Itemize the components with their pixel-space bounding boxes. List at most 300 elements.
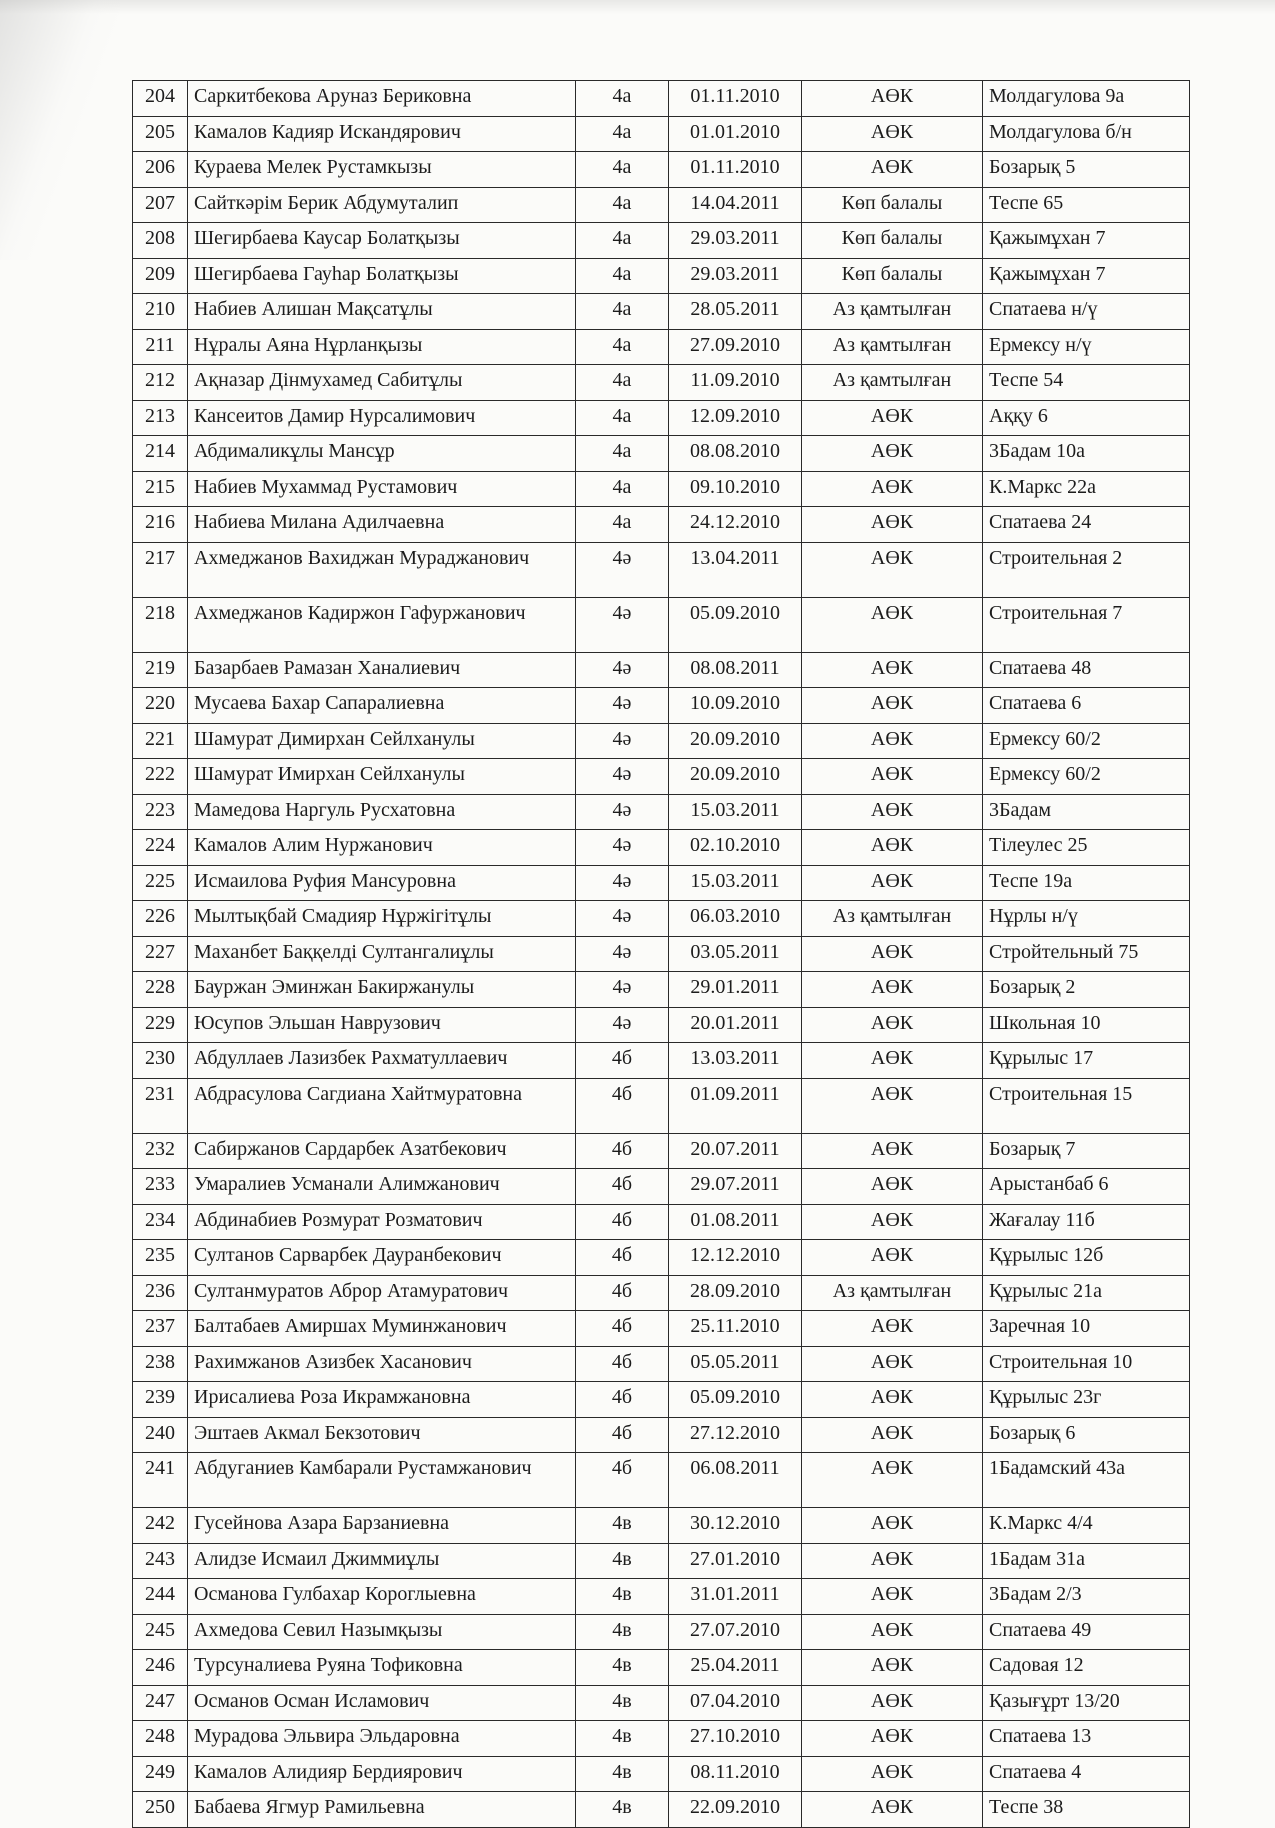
row-number: 205 xyxy=(133,116,188,152)
class-grade: 4ә xyxy=(576,794,669,830)
social-category: АӨК xyxy=(802,1756,983,1792)
social-category: АӨК xyxy=(802,152,983,188)
birth-date: 29.03.2011 xyxy=(669,223,802,259)
table-row xyxy=(133,116,1190,152)
student-name: Юсупов Эльшан Наврузович xyxy=(188,1007,576,1043)
table-row xyxy=(133,723,1190,759)
student-name: Османова Гулбахар Короглыевна xyxy=(188,1579,576,1615)
birth-date: 08.08.2011 xyxy=(669,652,802,688)
student-name: Рахимжанов Азизбек Хасанович xyxy=(188,1346,576,1382)
student-name: Кансеитов Дамир Нурсалимович xyxy=(188,400,576,436)
social-category: Аз қамтылған xyxy=(802,294,983,330)
row-number: 217 xyxy=(133,542,188,597)
table-row xyxy=(133,542,1190,597)
student-name: Ахмедова Севил Назымқызы xyxy=(188,1614,576,1650)
social-category: АӨК xyxy=(802,1133,983,1169)
table-row xyxy=(133,865,1190,901)
class-grade: 4б xyxy=(576,1346,669,1382)
class-grade: 4а xyxy=(576,329,669,365)
class-grade: 4в xyxy=(576,1792,669,1828)
class-grade: 4б xyxy=(576,1133,669,1169)
student-roster-table xyxy=(132,80,1190,1828)
row-number: 222 xyxy=(133,759,188,795)
home-address: 1Бадамский 43а xyxy=(983,1453,1190,1508)
class-grade: 4ә xyxy=(576,936,669,972)
row-number: 225 xyxy=(133,865,188,901)
table-row xyxy=(133,365,1190,401)
social-category: АӨК xyxy=(802,81,983,117)
row-number: 213 xyxy=(133,400,188,436)
class-grade: 4а xyxy=(576,187,669,223)
social-category: АӨК xyxy=(802,759,983,795)
row-number: 248 xyxy=(133,1721,188,1757)
row-number: 211 xyxy=(133,329,188,365)
home-address: Бозарық 7 xyxy=(983,1133,1190,1169)
birth-date: 29.01.2011 xyxy=(669,972,802,1008)
row-number: 227 xyxy=(133,936,188,972)
student-name: Бауржан Эминжан Бакиржанулы xyxy=(188,972,576,1008)
social-category: Аз қамтылған xyxy=(802,901,983,937)
home-address: Арыстанбаб 6 xyxy=(983,1169,1190,1205)
table-row xyxy=(133,1543,1190,1579)
student-name: Шамурат Димирхан Сейлханулы xyxy=(188,723,576,759)
social-category: АӨК xyxy=(802,1792,983,1828)
home-address: Спатаева 13 xyxy=(983,1721,1190,1757)
birth-date: 11.09.2010 xyxy=(669,365,802,401)
birth-date: 06.08.2011 xyxy=(669,1453,802,1508)
home-address: Строительная 2 xyxy=(983,542,1190,597)
table-row xyxy=(133,258,1190,294)
student-name: Алидзе Исмаил Джиммиұлы xyxy=(188,1543,576,1579)
class-grade: 4в xyxy=(576,1721,669,1757)
birth-date: 25.04.2011 xyxy=(669,1650,802,1686)
class-grade: 4а xyxy=(576,507,669,543)
table-row xyxy=(133,972,1190,1008)
student-name: Османов Осман Исламович xyxy=(188,1685,576,1721)
home-address: Бозарық 2 xyxy=(983,972,1190,1008)
class-grade: 4б xyxy=(576,1382,669,1418)
student-name: Ақназар Дінмухамед Сабитұлы xyxy=(188,365,576,401)
social-category: АӨК xyxy=(802,471,983,507)
birth-date: 27.12.2010 xyxy=(669,1417,802,1453)
class-grade: 4а xyxy=(576,258,669,294)
roster-body xyxy=(133,81,1190,1828)
birth-date: 25.11.2010 xyxy=(669,1311,802,1347)
birth-date: 15.03.2011 xyxy=(669,794,802,830)
student-name: Абдималикұлы Мансұр xyxy=(188,436,576,472)
student-name: Кураева Мелек Рустамкызы xyxy=(188,152,576,188)
birth-date: 29.03.2011 xyxy=(669,258,802,294)
home-address: Бозарық 5 xyxy=(983,152,1190,188)
table-row xyxy=(133,1508,1190,1544)
table-row xyxy=(133,597,1190,652)
social-category: АӨК xyxy=(802,1204,983,1240)
class-grade: 4ә xyxy=(576,865,669,901)
class-grade: 4ә xyxy=(576,972,669,1008)
row-number: 218 xyxy=(133,597,188,652)
class-grade: 4б xyxy=(576,1275,669,1311)
home-address: Спатаева 4 xyxy=(983,1756,1190,1792)
birth-date: 01.08.2011 xyxy=(669,1204,802,1240)
table-row xyxy=(133,436,1190,472)
table-row xyxy=(133,1685,1190,1721)
birth-date: 27.07.2010 xyxy=(669,1614,802,1650)
table-row xyxy=(133,1007,1190,1043)
class-grade: 4ә xyxy=(576,901,669,937)
table-row xyxy=(133,223,1190,259)
home-address: Молдагулова 9а xyxy=(983,81,1190,117)
birth-date: 14.04.2011 xyxy=(669,187,802,223)
social-category: АӨК xyxy=(802,1650,983,1686)
table-row xyxy=(133,1169,1190,1205)
class-grade: 4в xyxy=(576,1614,669,1650)
social-category: АӨК xyxy=(802,1007,983,1043)
row-number: 230 xyxy=(133,1043,188,1079)
student-name: Эштаев Акмал Бекзотович xyxy=(188,1417,576,1453)
social-category: АӨК xyxy=(802,542,983,597)
class-grade: 4ә xyxy=(576,542,669,597)
row-number: 229 xyxy=(133,1007,188,1043)
class-grade: 4ә xyxy=(576,723,669,759)
birth-date: 15.03.2011 xyxy=(669,865,802,901)
table-row xyxy=(133,1133,1190,1169)
row-number: 250 xyxy=(133,1792,188,1828)
table-row xyxy=(133,1792,1190,1828)
social-category: АӨК xyxy=(802,723,983,759)
student-name: Абдинабиев Розмурат Розматович xyxy=(188,1204,576,1240)
birth-date: 08.08.2010 xyxy=(669,436,802,472)
table-row xyxy=(133,1579,1190,1615)
table-row xyxy=(133,1204,1190,1240)
birth-date: 06.03.2010 xyxy=(669,901,802,937)
home-address: Спатаева 24 xyxy=(983,507,1190,543)
table-row xyxy=(133,1417,1190,1453)
home-address: Қазығұрт 13/20 xyxy=(983,1685,1190,1721)
row-number: 224 xyxy=(133,830,188,866)
class-grade: 4а xyxy=(576,116,669,152)
row-number: 242 xyxy=(133,1508,188,1544)
home-address: Спатаева 48 xyxy=(983,652,1190,688)
social-category: Көп балалы xyxy=(802,223,983,259)
home-address: Жағалау 11б xyxy=(983,1204,1190,1240)
student-name: Камалов Алим Нуржанович xyxy=(188,830,576,866)
row-number: 207 xyxy=(133,187,188,223)
student-name: Ахмеджанов Вахиджан Мураджанович xyxy=(188,542,576,597)
student-name: Сайткәрім Берик Абдумуталип xyxy=(188,187,576,223)
social-category: АӨК xyxy=(802,1043,983,1079)
student-name: Шамурат Имирхан Сейлханулы xyxy=(188,759,576,795)
class-grade: 4б xyxy=(576,1169,669,1205)
social-category: АӨК xyxy=(802,652,983,688)
social-category: АӨК xyxy=(802,116,983,152)
student-name: Набиева Милана Адилчаевна xyxy=(188,507,576,543)
birth-date: 07.04.2010 xyxy=(669,1685,802,1721)
row-number: 212 xyxy=(133,365,188,401)
table-row xyxy=(133,759,1190,795)
home-address: Қажымұхан 7 xyxy=(983,258,1190,294)
row-number: 245 xyxy=(133,1614,188,1650)
social-category: АӨК xyxy=(802,1346,983,1382)
class-grade: 4а xyxy=(576,223,669,259)
home-address: 1Бадам 31а xyxy=(983,1543,1190,1579)
social-category: АӨК xyxy=(802,1311,983,1347)
class-grade: 4а xyxy=(576,436,669,472)
row-number: 215 xyxy=(133,471,188,507)
table-row xyxy=(133,329,1190,365)
student-name: Шегирбаева Гауһар Болатқызы xyxy=(188,258,576,294)
home-address: Бозарық 6 xyxy=(983,1417,1190,1453)
social-category: АӨК xyxy=(802,1614,983,1650)
class-grade: 4ә xyxy=(576,1007,669,1043)
home-address: 3Бадам xyxy=(983,794,1190,830)
row-number: 231 xyxy=(133,1078,188,1133)
home-address: Қажымұхан 7 xyxy=(983,223,1190,259)
row-number: 247 xyxy=(133,1685,188,1721)
social-category: АӨК xyxy=(802,1508,983,1544)
table-row xyxy=(133,1650,1190,1686)
class-grade: 4в xyxy=(576,1756,669,1792)
student-name: Нұралы Аяна Нұрланқызы xyxy=(188,329,576,365)
home-address: Спатаева н/ү xyxy=(983,294,1190,330)
birth-date: 05.09.2010 xyxy=(669,597,802,652)
social-category: АӨК xyxy=(802,1579,983,1615)
row-number: 228 xyxy=(133,972,188,1008)
table-row xyxy=(133,830,1190,866)
row-number: 223 xyxy=(133,794,188,830)
row-number: 236 xyxy=(133,1275,188,1311)
home-address: Строительная 10 xyxy=(983,1346,1190,1382)
home-address: Құрылыс 17 xyxy=(983,1043,1190,1079)
birth-date: 30.12.2010 xyxy=(669,1508,802,1544)
birth-date: 20.01.2011 xyxy=(669,1007,802,1043)
social-category: АӨК xyxy=(802,1240,983,1276)
class-grade: 4ә xyxy=(576,830,669,866)
home-address: Строительная 7 xyxy=(983,597,1190,652)
birth-date: 03.05.2011 xyxy=(669,936,802,972)
student-name: Набиев Мухаммад Рустамович xyxy=(188,471,576,507)
class-grade: 4а xyxy=(576,81,669,117)
social-category: АӨК xyxy=(802,1382,983,1418)
table-row xyxy=(133,294,1190,330)
class-grade: 4в xyxy=(576,1543,669,1579)
row-number: 216 xyxy=(133,507,188,543)
home-address: Школьная 10 xyxy=(983,1007,1190,1043)
birth-date: 20.09.2010 xyxy=(669,759,802,795)
row-number: 210 xyxy=(133,294,188,330)
birth-date: 28.05.2011 xyxy=(669,294,802,330)
class-grade: 4ә xyxy=(576,688,669,724)
birth-date: 31.01.2011 xyxy=(669,1579,802,1615)
class-grade: 4б xyxy=(576,1204,669,1240)
social-category: АӨК xyxy=(802,865,983,901)
class-grade: 4в xyxy=(576,1685,669,1721)
home-address: Тілеулес 25 xyxy=(983,830,1190,866)
table-row xyxy=(133,1614,1190,1650)
row-number: 221 xyxy=(133,723,188,759)
table-row xyxy=(133,1382,1190,1418)
class-grade: 4б xyxy=(576,1078,669,1133)
birth-date: 27.09.2010 xyxy=(669,329,802,365)
birth-date: 28.09.2010 xyxy=(669,1275,802,1311)
row-number: 249 xyxy=(133,1756,188,1792)
table-row xyxy=(133,1240,1190,1276)
home-address: Спатаева 6 xyxy=(983,688,1190,724)
student-name: Абдрасулова Сагдиана Хайтмуратовна xyxy=(188,1078,576,1133)
birth-date: 01.01.2010 xyxy=(669,116,802,152)
table-row xyxy=(133,652,1190,688)
student-name: Абдуганиев Камбарали Рустамжанович xyxy=(188,1453,576,1508)
birth-date: 24.12.2010 xyxy=(669,507,802,543)
scan-top-edge xyxy=(0,0,1275,14)
social-category: АӨК xyxy=(802,436,983,472)
home-address: Теспе 65 xyxy=(983,187,1190,223)
social-category: АӨК xyxy=(802,1543,983,1579)
table-row xyxy=(133,471,1190,507)
table-row xyxy=(133,507,1190,543)
student-name: Камалов Алидияр Бердиярович xyxy=(188,1756,576,1792)
row-number: 206 xyxy=(133,152,188,188)
student-name: Мылтықбай Смадияр Нұржігітұлы xyxy=(188,901,576,937)
student-name: Исмаилова Руфия Мансуровна xyxy=(188,865,576,901)
student-name: Саркитбекова Аруназ Бериковна xyxy=(188,81,576,117)
class-grade: 4а xyxy=(576,294,669,330)
row-number: 239 xyxy=(133,1382,188,1418)
row-number: 235 xyxy=(133,1240,188,1276)
home-address: Теспе 38 xyxy=(983,1792,1190,1828)
home-address: Құрылыс 21а xyxy=(983,1275,1190,1311)
student-name: Сабиржанов Сардарбек Азатбекович xyxy=(188,1133,576,1169)
class-grade: 4ә xyxy=(576,652,669,688)
row-number: 244 xyxy=(133,1579,188,1615)
birth-date: 22.09.2010 xyxy=(669,1792,802,1828)
class-grade: 4в xyxy=(576,1508,669,1544)
home-address: Теспе 19а xyxy=(983,865,1190,901)
row-number: 241 xyxy=(133,1453,188,1508)
class-grade: 4а xyxy=(576,400,669,436)
social-category: Аз қамтылған xyxy=(802,329,983,365)
home-address: Ермексу 60/2 xyxy=(983,759,1190,795)
social-category: Аз қамтылған xyxy=(802,365,983,401)
birth-date: 01.11.2010 xyxy=(669,81,802,117)
student-name: Ирисалиева Роза Икрамжановна xyxy=(188,1382,576,1418)
row-number: 219 xyxy=(133,652,188,688)
social-category: АӨК xyxy=(802,1169,983,1205)
home-address: Спатаева 49 xyxy=(983,1614,1190,1650)
home-address: Ермексу 60/2 xyxy=(983,723,1190,759)
home-address: 3Бадам 10а xyxy=(983,436,1190,472)
birth-date: 08.11.2010 xyxy=(669,1756,802,1792)
birth-date: 12.09.2010 xyxy=(669,400,802,436)
home-address: 3Бадам 2/3 xyxy=(983,1579,1190,1615)
row-number: 246 xyxy=(133,1650,188,1686)
home-address: Молдагулова б/н xyxy=(983,116,1190,152)
birth-date: 01.11.2010 xyxy=(669,152,802,188)
birth-date: 12.12.2010 xyxy=(669,1240,802,1276)
row-number: 238 xyxy=(133,1346,188,1382)
birth-date: 20.09.2010 xyxy=(669,723,802,759)
social-category: АӨК xyxy=(802,936,983,972)
class-grade: 4ә xyxy=(576,759,669,795)
table-row xyxy=(133,1453,1190,1508)
class-grade: 4в xyxy=(576,1579,669,1615)
table-row xyxy=(133,1311,1190,1347)
social-category: Көп балалы xyxy=(802,187,983,223)
class-grade: 4а xyxy=(576,152,669,188)
home-address: Заречная 10 xyxy=(983,1311,1190,1347)
birth-date: 13.03.2011 xyxy=(669,1043,802,1079)
table-row xyxy=(133,187,1190,223)
student-name: Султанов Сарварбек Дауранбекович xyxy=(188,1240,576,1276)
home-address: Садовая 12 xyxy=(983,1650,1190,1686)
student-name: Маханбет Баққелді Султангалиұлы xyxy=(188,936,576,972)
table-row xyxy=(133,1275,1190,1311)
student-name: Шегирбаева Каусар Болатқызы xyxy=(188,223,576,259)
social-category: Аз қамтылған xyxy=(802,1275,983,1311)
home-address: Нұрлы н/ү xyxy=(983,901,1190,937)
table-row xyxy=(133,152,1190,188)
birth-date: 10.09.2010 xyxy=(669,688,802,724)
social-category: АӨК xyxy=(802,1417,983,1453)
student-name: Набиев Алишан Мақсатұлы xyxy=(188,294,576,330)
home-address: Құрылыс 23г xyxy=(983,1382,1190,1418)
table-row xyxy=(133,1078,1190,1133)
student-name: Мусаева Бахар Сапаралиевна xyxy=(188,688,576,724)
birth-date: 27.01.2010 xyxy=(669,1543,802,1579)
table-row xyxy=(133,1721,1190,1757)
social-category: АӨК xyxy=(802,1078,983,1133)
social-category: Көп балалы xyxy=(802,258,983,294)
student-name: Абдуллаев Лазизбек Рахматуллаевич xyxy=(188,1043,576,1079)
student-name: Мамедова Наргуль Русхатовна xyxy=(188,794,576,830)
birth-date: 20.07.2011 xyxy=(669,1133,802,1169)
table-row xyxy=(133,1346,1190,1382)
social-category: АӨК xyxy=(802,507,983,543)
social-category: АӨК xyxy=(802,1685,983,1721)
home-address: Құрылыс 12б xyxy=(983,1240,1190,1276)
birth-date: 05.09.2010 xyxy=(669,1382,802,1418)
table-row xyxy=(133,794,1190,830)
social-category: АӨК xyxy=(802,830,983,866)
home-address: Стройтельный 75 xyxy=(983,936,1190,972)
class-grade: 4а xyxy=(576,471,669,507)
student-name: Ахмеджанов Кадиржон Гафуржанович xyxy=(188,597,576,652)
row-number: 240 xyxy=(133,1417,188,1453)
row-number: 220 xyxy=(133,688,188,724)
home-address: К.Маркс 4/4 xyxy=(983,1508,1190,1544)
scan-fold-shadow xyxy=(0,0,120,260)
home-address: Теспе 54 xyxy=(983,365,1190,401)
class-grade: 4б xyxy=(576,1417,669,1453)
social-category: АӨК xyxy=(802,972,983,1008)
home-address: Ермексу н/ү xyxy=(983,329,1190,365)
row-number: 204 xyxy=(133,81,188,117)
row-number: 208 xyxy=(133,223,188,259)
table-row xyxy=(133,400,1190,436)
social-category: АӨК xyxy=(802,1453,983,1508)
table-row xyxy=(133,1043,1190,1079)
table-row xyxy=(133,936,1190,972)
class-grade: 4а xyxy=(576,365,669,401)
row-number: 214 xyxy=(133,436,188,472)
class-grade: 4б xyxy=(576,1453,669,1508)
row-number: 226 xyxy=(133,901,188,937)
class-grade: 4б xyxy=(576,1311,669,1347)
student-name: Балтабаев Амиршах Муминжанович xyxy=(188,1311,576,1347)
home-address: Аққу 6 xyxy=(983,400,1190,436)
student-name: Турсуналиева Руяна Тофиковна xyxy=(188,1650,576,1686)
birth-date: 29.07.2011 xyxy=(669,1169,802,1205)
social-category: АӨК xyxy=(802,597,983,652)
